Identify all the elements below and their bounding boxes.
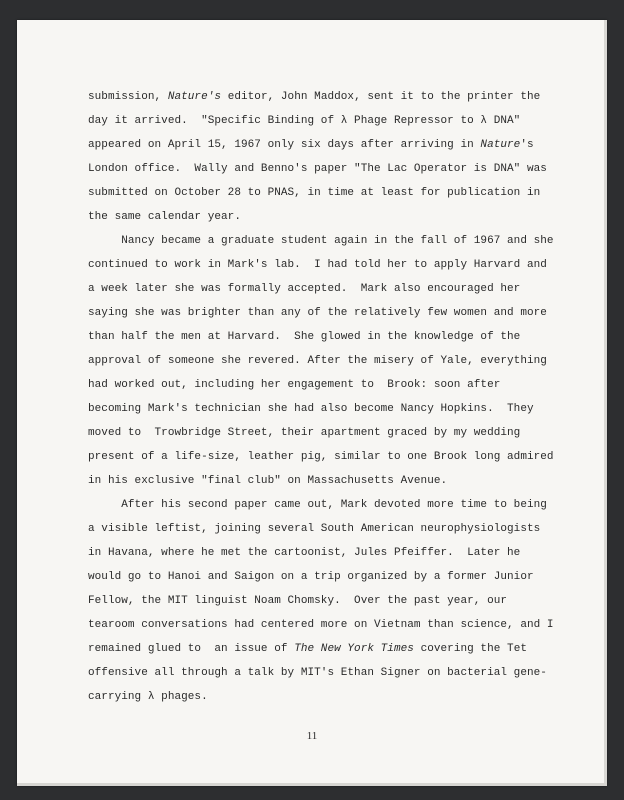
text-segment: in his exclusive "final club" on Massachusetts Avenue. [88,475,448,487]
text-segment: than half the men at Harvard. She glowed in the knowledge of the [88,331,521,343]
text-segment: a week later she was formally accepted. Mark also encouraged her [88,283,521,295]
text-line [88,183,548,207]
text-segment: day it arrived. "Specific Binding of λ Phage Repressor to λ DNA" [88,115,521,127]
text-line [88,663,548,687]
text-segment: covering the Tet [413,643,527,655]
paper-edge-bottom [17,783,607,786]
text-line [88,519,548,543]
text-segment: submission, [88,91,168,103]
text-line [88,399,548,423]
text-segment: saying she was brighter than any of the relatively few women and more [88,307,547,319]
text-line [88,423,548,447]
text-segment: editor, John Maddox, sent it to the printer the [221,91,541,103]
text-line [88,471,548,495]
text-segment: carrying λ phages. [88,691,208,703]
text-segment: tearoom conversations had centered more on Vietnam than science, and I [88,619,554,631]
text-segment: offensive all through a talk by MIT's Ethan Signer on bacterial gene- [88,667,547,679]
body-text [88,87,554,711]
text-line [88,447,554,471]
italic-title: Nature's [167,91,222,103]
text-line [88,615,554,639]
text-line [88,375,548,399]
page-number: 11 [306,730,318,742]
text-segment: Fellow, the MIT linguist Noam Chomsky. Over the past year, our [88,595,508,607]
text-segment: would go to Hanoi and Saigon on a trip organized by a former Junior [88,571,534,583]
text-line [88,303,548,327]
text-line [88,687,548,711]
text-segment: After his second paper came out, Mark devoted more time to being [88,499,547,511]
text-segment: a visible leftist, joining several South American neurophysiologists [88,523,541,535]
text-line [88,543,548,567]
text-segment: 's [520,139,534,151]
text-segment: approval of someone she revered. After the misery of Yale, everything [88,355,547,367]
text-segment: the same calendar year. [88,211,241,223]
text-line [88,87,548,111]
paper-edge-right [604,20,607,786]
text-line [88,639,548,663]
text-line [88,351,548,375]
text-line [88,159,548,183]
text-segment: continued to work in Mark's lab. I had told her to apply Harvard and [88,259,547,271]
text-line [88,255,548,279]
text-segment: submitted on October 28 to PNAS, in time at least for publication in [88,187,541,199]
text-segment: present of a life-size, leather pig, similar to one Brook long admired [88,451,554,463]
italic-title: The New York Times [294,643,414,655]
text-segment: becoming Mark's technician she had also become Nancy Hopkins. They [88,403,534,415]
text-segment: in Havana, where he met the cartoonist, Jules Pfeiffer. Later he [88,547,521,559]
italic-title: Nature [480,139,521,151]
text-line [88,135,548,159]
text-segment: Nancy became a graduate student again in the fall of 1967 and she [88,235,554,247]
text-line [88,111,548,135]
text-segment: remained glued to an issue of [88,643,295,655]
text-segment: had worked out, including her engagement to Brook: soon after [88,379,501,391]
text-line [88,231,554,255]
text-line [88,327,548,351]
text-line [88,495,548,519]
text-line [88,207,548,231]
text-segment: appeared on April 15, 1967 only six days after arriving in [88,139,481,151]
text-line [88,279,548,303]
text-segment: London office. Wally and Benno's paper "The Lac Operator is DNA" was [88,163,547,175]
text-segment: moved to Trowbridge Street, their apartment graced by my wedding [88,427,521,439]
text-line [88,591,548,615]
text-line [88,567,548,591]
